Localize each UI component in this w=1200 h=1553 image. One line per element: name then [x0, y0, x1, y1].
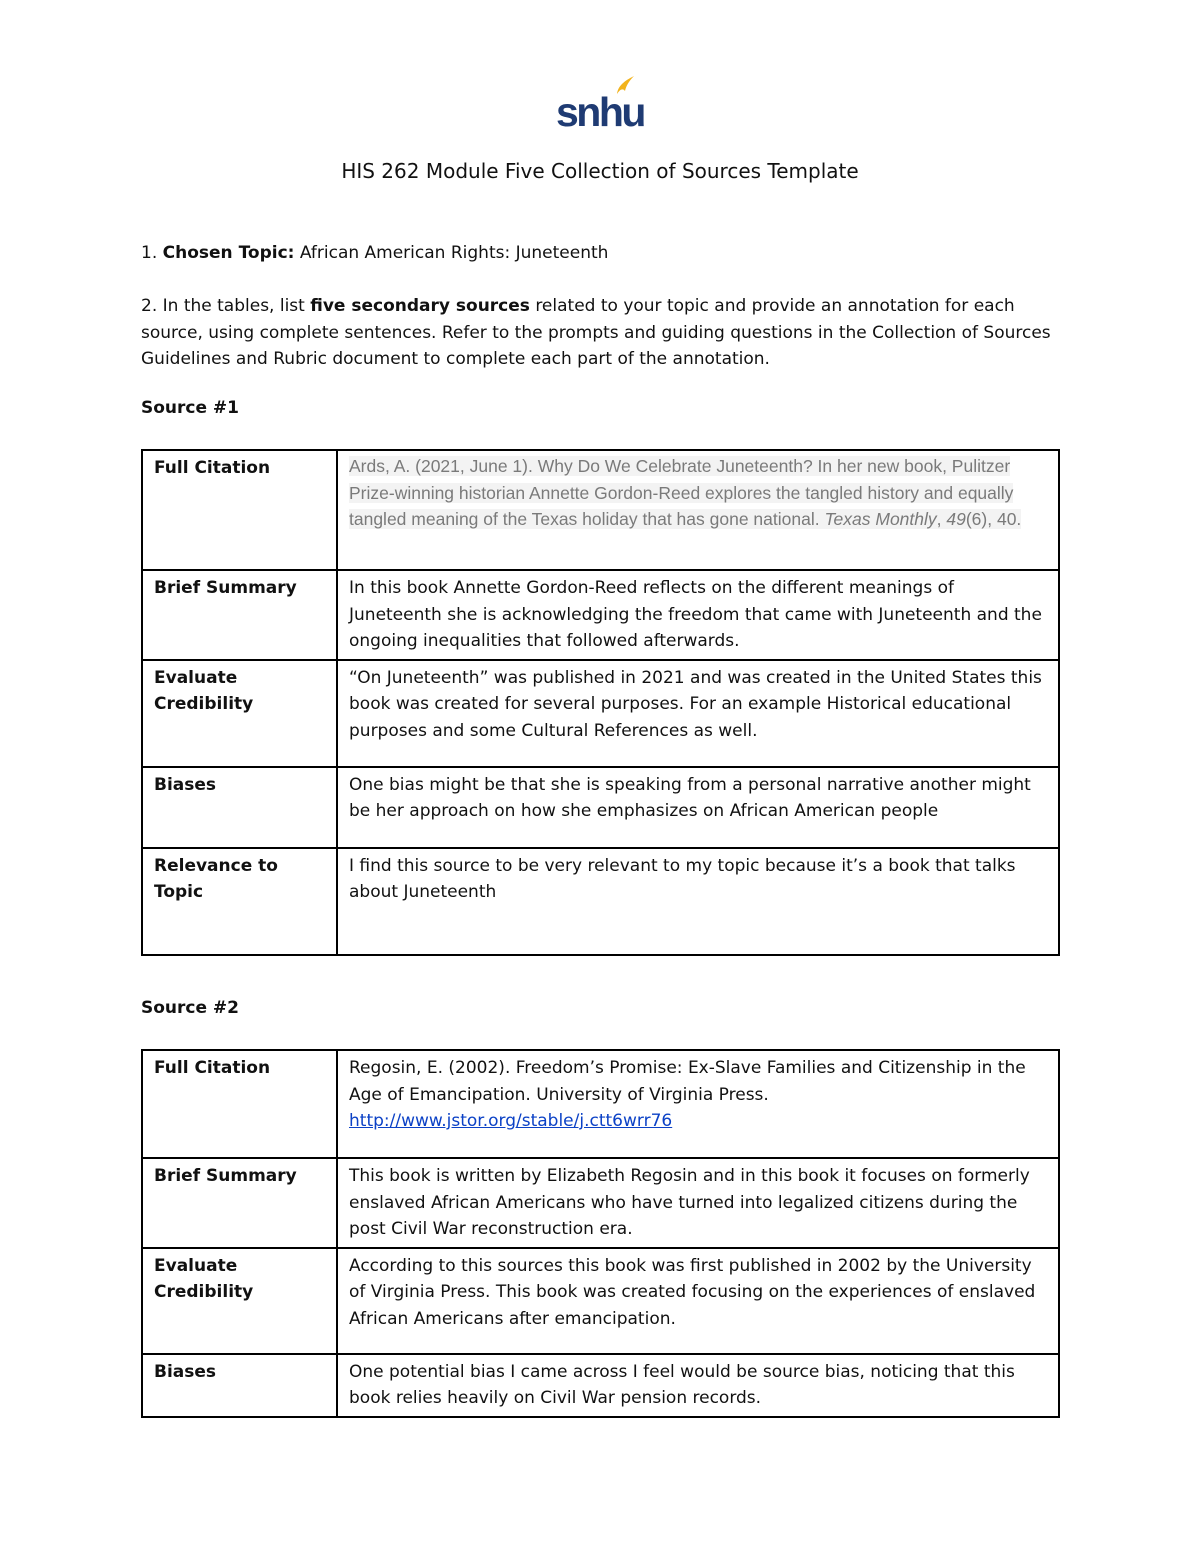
biases-cell: One potential bias I came across I feel would be source bias, noticing that this book relies heavily on Civil War pension records. [337, 1354, 1059, 1417]
chosen-topic-line [141, 240, 1061, 267]
chosen-topic-value: African American Rights: Juneteenth [299, 243, 609, 263]
citation-text [349, 456, 1021, 529]
table-row [142, 1248, 1059, 1354]
source-2-table [141, 1049, 1060, 1418]
table-row [142, 660, 1059, 767]
table-row [142, 767, 1059, 848]
instructions-bold: five secondary sources [310, 296, 530, 316]
journal-title: Texas Monthly [824, 509, 937, 529]
summary-cell: In this book Annette Gordon-Reed reflects on the different meanings of Juneteenth she is acknowledging the freedom that came with Juneteenth and the ongoing inequalities that followed afterwards. [337, 570, 1059, 660]
citation-text: Regosin, E. (2002). Freedom’s Promise: Ex-Slave Families and Citizenship in the Age of Emancipation. University of Virginia Press. [349, 1058, 1026, 1105]
source-1-heading: Source #1 [141, 398, 240, 418]
credibility-cell: According to this sources this book was first published in 2002 by the University of Virginia Press. This book was created focusing on the experiences of enslaved African Americans after emancipation. [337, 1248, 1059, 1354]
table-row [142, 848, 1059, 955]
citation-issue: (6), 40. [965, 509, 1022, 529]
table-row [142, 570, 1059, 660]
row-label: Brief Summary [142, 570, 337, 660]
row-label: Full Citation [142, 450, 337, 570]
citation-main: Ards, A. (2021, June 1). Why Do We Celebrate Juneteenth? In her new book, Pulitzer Prize-winning historian Annette Gordon-Reed explores the tangled history and equally tangled meaning of the Texas holiday that has gone national. [349, 456, 1014, 529]
row-label: Full Citation [142, 1050, 337, 1158]
page-title: HIS 262 Module Five Collection of Sources Template [341, 159, 859, 183]
row-label: Relevance to Topic [142, 848, 337, 955]
biases-cell: One bias might be that she is speaking from a personal narrative another might be her approach on how she emphasizes on African American people [337, 767, 1059, 848]
row-label: Brief Summary [142, 1158, 337, 1248]
table-row [142, 1354, 1059, 1417]
chosen-topic-label: Chosen Topic: [162, 243, 295, 263]
item-number: 2. [141, 296, 158, 316]
credibility-cell: “On Juneteenth” was published in 2021 and was created in the United States this book was created for several purposes. For an example Historical educational purposes and some Cultural References as well. [337, 660, 1059, 767]
row-label: Biases [142, 1354, 337, 1417]
instructions-pre: In the tables, list [162, 296, 305, 316]
source-1-table [141, 449, 1060, 956]
citation-separator: , [936, 509, 947, 529]
table-row [142, 1158, 1059, 1248]
row-label: Evaluate Credibility [142, 1248, 337, 1354]
citation-link[interactable]: http://www.jstor.org/stable/j.ctt6wrr76 [349, 1111, 673, 1131]
source-2-heading: Source #2 [141, 998, 240, 1018]
table-row [142, 1050, 1059, 1158]
citation-cell [337, 450, 1059, 570]
citation-cell [337, 1050, 1059, 1158]
snhu-logo [556, 74, 644, 135]
instructions-post: related to your topic and provide an annotation for each source, using complete sentences. Refer to the prompts and guiding questions in the Collection of Sources Guidelines and Rubric document to complete each part of the annotation. [141, 296, 1051, 369]
flame-icon [614, 74, 636, 96]
journal-volume: 49 [946, 509, 966, 529]
relevance-cell: I find this source to be very relevant to my topic because it’s a book that talks about Juneteenth [337, 848, 1059, 955]
row-label: Evaluate Credibility [142, 660, 337, 767]
instructions-paragraph [141, 293, 1061, 373]
item-number: 1. [141, 243, 158, 263]
summary-cell: This book is written by Elizabeth Regosin and in this book it focuses on formerly enslaved African Americans who have turned into legalized citizens during the post Civil War reconstruction era. [337, 1158, 1059, 1248]
table-row [142, 450, 1059, 570]
row-label: Biases [142, 767, 337, 848]
logo-wordmark: snhu [556, 89, 644, 135]
